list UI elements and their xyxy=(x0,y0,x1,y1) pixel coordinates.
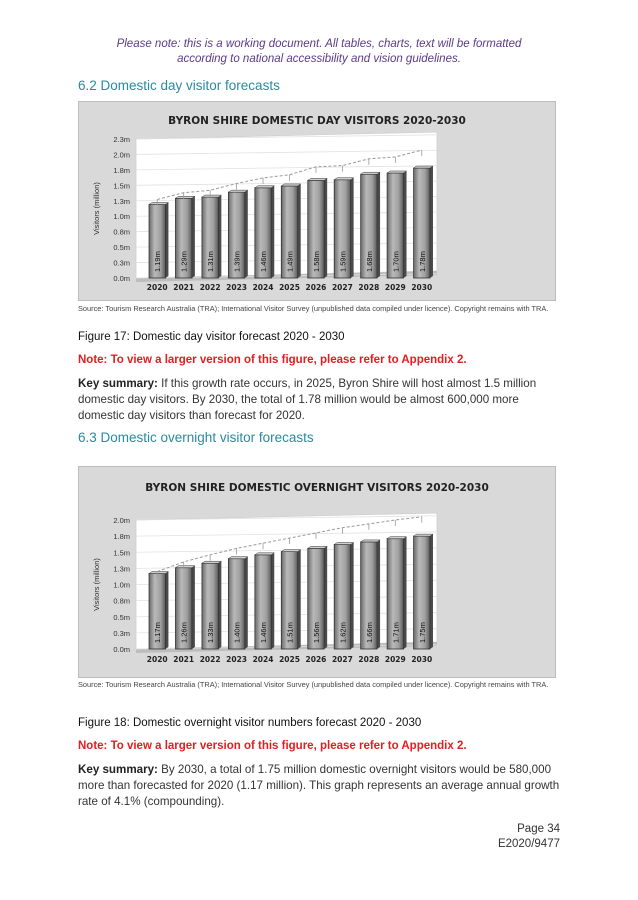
y-tick-label: 2.3m xyxy=(113,135,130,144)
bar-top xyxy=(387,171,406,173)
bar-data-label: 1.49m xyxy=(285,251,295,272)
x-tick-label: 2022 xyxy=(199,283,221,292)
key-summary-label: Key summary: xyxy=(78,377,158,390)
bar-top xyxy=(202,561,221,563)
x-tick-label: 2020 xyxy=(146,655,168,664)
working-document-note-line1: Please note: this is a working document. All tables, charts, text will be formatted xyxy=(116,38,522,50)
bar-data-label: 1.68m xyxy=(364,251,374,272)
x-tick-label: 2026 xyxy=(305,283,327,292)
x-tick-label: 2030 xyxy=(411,283,433,292)
bar-side xyxy=(271,553,274,649)
y-tick-label: 1.0m xyxy=(113,580,130,590)
x-tick-label: 2027 xyxy=(331,283,353,292)
document-reference: E2020/9477 xyxy=(497,838,560,850)
bar-top xyxy=(149,202,168,204)
y-tick-label: 0.0m xyxy=(113,274,130,283)
bar-data-label: 1.66m xyxy=(364,622,374,643)
bar-top xyxy=(228,190,247,192)
bar-top xyxy=(255,186,274,188)
y-tick-label: 0.5m xyxy=(113,243,130,253)
key-summary-text: By 2030, a total of 1.75 million domestic overnight visitors would be 580,000 more than forecasted for 2020 (1.17 million). This graph represents an average annual growth rate of 4.1% (compounding). xyxy=(78,763,560,808)
x-tick-label: 2027 xyxy=(331,655,353,664)
key-summary-text: If this growth rate occurs, in 2025, Byron Shire will host almost 1.5 million domestic day visitors. By 2030, the total of 1.78 million would be almost 600,000 more domestic day visitors than forecast for 2020. xyxy=(78,377,537,422)
page-number: Page 34 xyxy=(517,823,560,835)
source-note-overnight: Source: Tourism Research Australia (TRA); International Visitor Survey (unpublished data compiled under licence). Copyright remains with TRA. xyxy=(78,680,549,689)
bar-side xyxy=(298,184,301,278)
bar-top xyxy=(361,540,380,542)
bar-data-label: 1.71m xyxy=(391,622,401,643)
working-document-note-line2: according to national accessibility and vision guidelines. xyxy=(177,53,461,65)
bar-side xyxy=(165,572,168,649)
appendix-note-day: Note: To view a larger version of this figure, please refer to Appendix 2. xyxy=(78,354,467,366)
bar-side xyxy=(324,546,327,649)
bar-data-label: 1.17m xyxy=(153,622,163,643)
bar-side xyxy=(298,550,301,649)
bar-side xyxy=(351,178,354,278)
y-tick-label: 0.5m xyxy=(113,612,130,622)
bar-data-label: 1.58m xyxy=(311,251,321,272)
bar-side xyxy=(271,186,274,278)
bar-top xyxy=(255,553,274,555)
page-footer xyxy=(498,822,560,852)
bar-side xyxy=(324,178,327,278)
bar-data-label: 1.31m xyxy=(206,251,216,272)
chart-overnight-visitors xyxy=(79,467,555,677)
x-tick-label: 2025 xyxy=(279,655,300,664)
bar-data-label: 1.78m xyxy=(417,251,427,272)
bar-data-label: 1.39m xyxy=(232,251,242,272)
chart-day-visitors xyxy=(79,102,555,300)
bar-side xyxy=(351,543,354,649)
y-tick-label: 0.3m xyxy=(113,258,130,268)
y-tick-label: 1.0m xyxy=(113,212,130,222)
y-tick-label: 0.0m xyxy=(113,645,130,654)
x-tick-label: 2021 xyxy=(173,655,195,664)
bar-side xyxy=(430,166,433,278)
key-summary-overnight xyxy=(78,762,563,810)
y-tick-label: 0.8m xyxy=(113,227,130,237)
bar-data-label: 1.26m xyxy=(179,622,189,643)
x-tick-label: 2028 xyxy=(358,655,380,664)
x-tick-label: 2028 xyxy=(358,283,380,292)
bar-top xyxy=(175,566,194,568)
y-tick-label: 1.5m xyxy=(113,181,130,191)
x-tick-label: 2029 xyxy=(384,283,406,292)
bar-top xyxy=(149,572,168,574)
bar-side xyxy=(245,557,248,649)
bar-top xyxy=(334,178,353,180)
bar-data-label: 1.70m xyxy=(391,251,401,272)
y-tick-label: 2.0m xyxy=(113,150,130,160)
bar-top xyxy=(202,195,221,197)
bar-top xyxy=(334,543,353,545)
x-tick-label: 2023 xyxy=(226,655,248,664)
bar-top xyxy=(414,166,433,168)
bar-data-label: 1.46m xyxy=(259,251,269,272)
bar-side xyxy=(377,540,380,649)
bar-side xyxy=(404,537,407,649)
bar-data-label: 1.51m xyxy=(285,622,295,643)
chart-title: BYRON SHIRE DOMESTIC OVERNIGHT VISITORS 2020-2030 xyxy=(145,482,489,494)
bar-top xyxy=(228,557,247,559)
appendix-note-overnight: Note: To view a larger version of this figure, please refer to Appendix 2. xyxy=(78,740,467,752)
bar-side xyxy=(192,196,195,278)
bar-data-label: 1.40m xyxy=(232,622,242,643)
bar-data-label: 1.62m xyxy=(338,622,348,643)
bar-side xyxy=(192,566,195,649)
chart-title: BYRON SHIRE DOMESTIC DAY VISITORS 2020-2030 xyxy=(168,115,466,127)
bar-side xyxy=(218,561,221,649)
bar-top xyxy=(308,178,327,180)
x-tick-label: 2024 xyxy=(252,283,274,292)
figure-17-caption: Figure 17: Domestic day visitor forecast 2020 - 2030 xyxy=(78,331,345,343)
bar-side xyxy=(430,534,433,649)
bar-top xyxy=(361,172,380,174)
x-tick-label: 2020 xyxy=(146,283,168,292)
key-summary-day xyxy=(78,376,563,424)
bar-top xyxy=(175,196,194,198)
y-tick-label: 1.5m xyxy=(113,548,130,558)
x-tick-label: 2029 xyxy=(384,655,406,664)
bar-data-label: 1.19m xyxy=(153,251,163,272)
x-tick-label: 2023 xyxy=(226,283,248,292)
x-tick-label: 2026 xyxy=(305,655,327,664)
figure-18-caption: Figure 18: Domestic overnight visitor numbers forecast 2020 - 2030 xyxy=(78,717,422,729)
bar-data-label: 1.29m xyxy=(179,251,189,272)
y-tick-label: 0.8m xyxy=(113,596,130,606)
bar-data-label: 1.59m xyxy=(338,251,348,272)
x-tick-label: 2030 xyxy=(411,655,433,664)
section-heading-day-visitors: 6.2 Domestic day visitor forecasts xyxy=(78,78,280,93)
section-heading-overnight-visitors: 6.3 Domestic overnight visitor forecasts xyxy=(78,430,314,445)
y-tick-label: 1.8m xyxy=(113,532,130,542)
y-axis-label: Visitors (million) xyxy=(92,558,101,611)
bar-data-label: 1.46m xyxy=(259,622,269,643)
x-tick-label: 2024 xyxy=(252,655,274,664)
working-document-note xyxy=(0,37,638,67)
y-tick-label: 1.3m xyxy=(113,564,130,574)
bar-data-label: 1.33m xyxy=(206,622,216,643)
bar-top xyxy=(387,537,406,539)
y-tick-label: 2.0m xyxy=(113,516,130,525)
y-axis-label: Visitors (million) xyxy=(92,182,101,235)
bar-top xyxy=(414,534,433,536)
bar-data-label: 1.56m xyxy=(311,622,321,643)
bar-side xyxy=(377,172,380,278)
bar-top xyxy=(308,546,327,548)
y-tick-label: 1.8m xyxy=(113,165,130,175)
key-summary-label: Key summary: xyxy=(78,763,158,776)
bar-top xyxy=(281,184,300,186)
x-tick-label: 2025 xyxy=(279,283,300,292)
bar-side xyxy=(165,202,168,278)
bar-data-label: 1.75m xyxy=(417,622,427,643)
x-tick-label: 2021 xyxy=(173,283,195,292)
bar-top xyxy=(281,550,300,552)
y-tick-label: 0.3m xyxy=(113,628,130,638)
source-note-day: Source: Tourism Research Australia (TRA); International Visitor Survey (unpublished data compiled under licence). Copyright remains with TRA. xyxy=(78,304,549,313)
y-tick-label: 1.3m xyxy=(113,196,130,206)
bar-side xyxy=(218,195,221,278)
bar-side xyxy=(404,171,407,278)
x-tick-label: 2022 xyxy=(199,655,221,664)
chart-overnight-visitors-panel xyxy=(78,466,556,678)
chart-day-visitors-panel xyxy=(78,101,556,301)
bar-side xyxy=(245,190,248,278)
